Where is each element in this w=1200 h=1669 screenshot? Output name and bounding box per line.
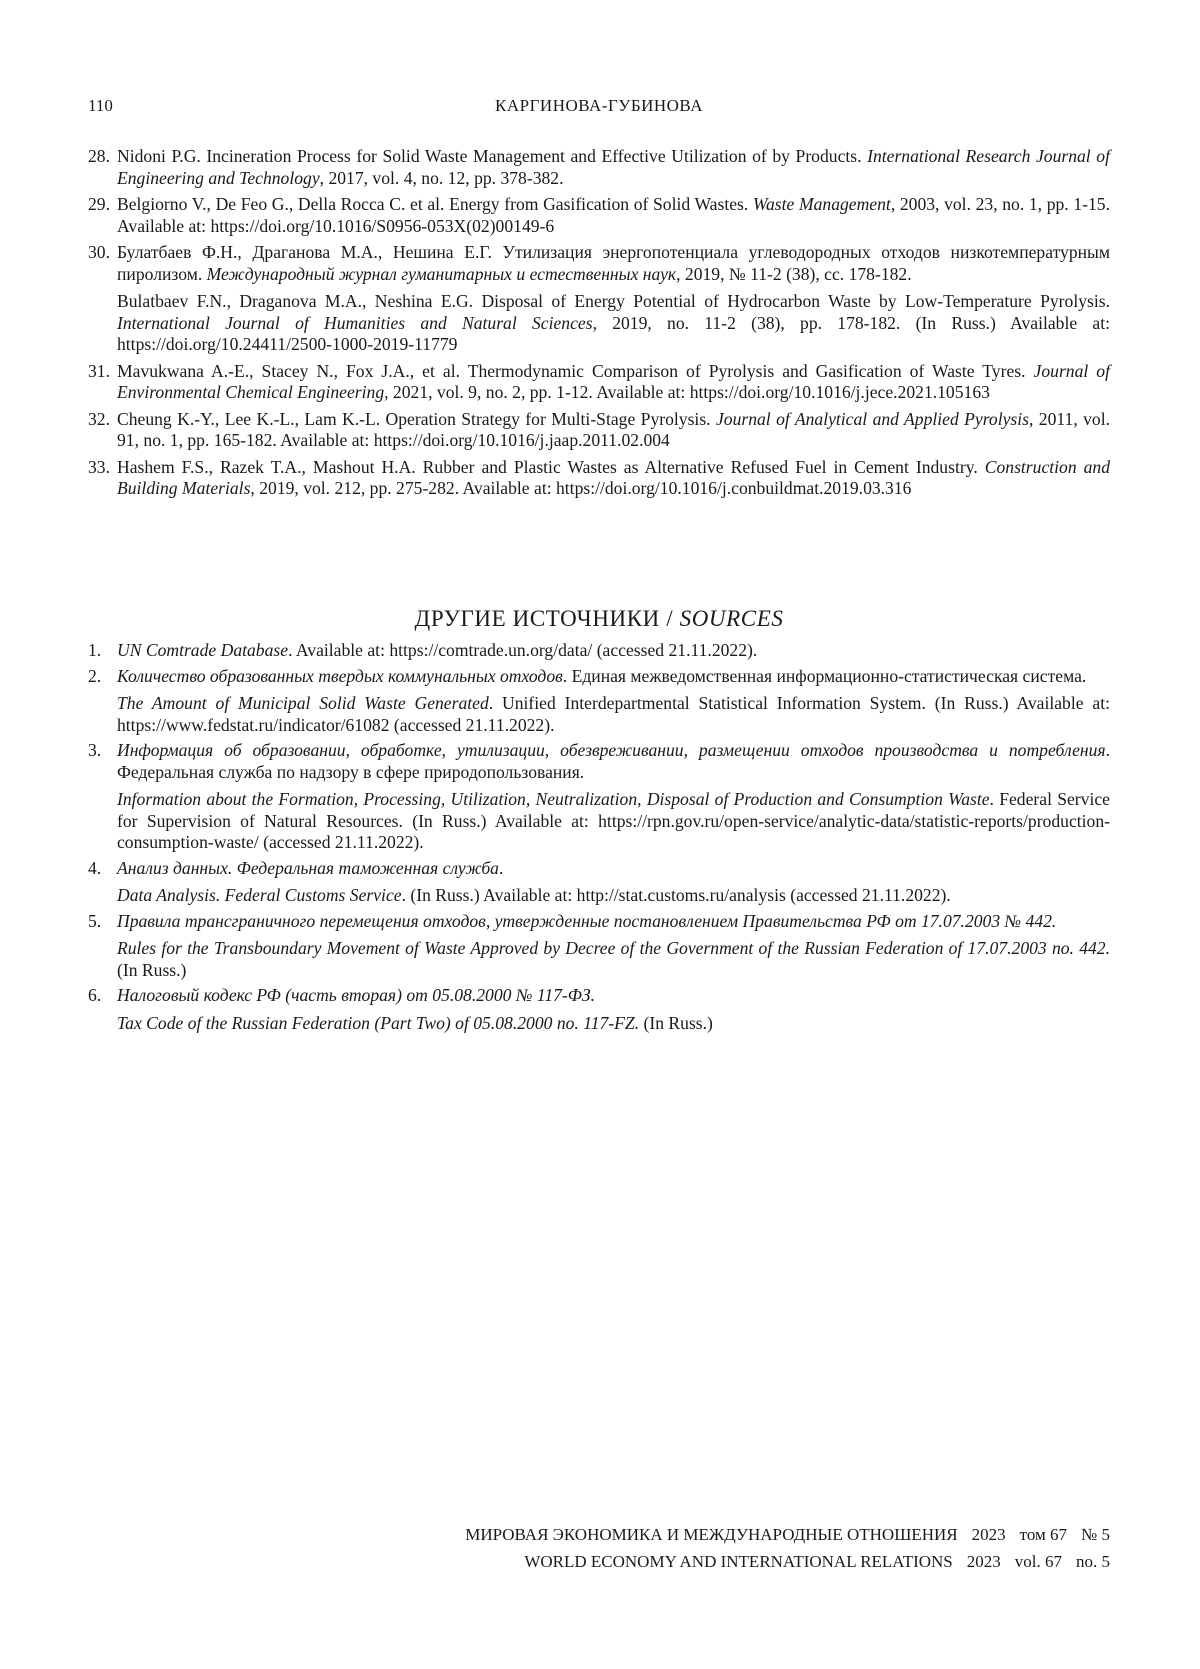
reference-item: [88, 194, 1110, 237]
source-item-text: (In Russ.): [117, 959, 187, 980]
source-item: [88, 666, 1110, 737]
reference-item-text: International Journal of Humanities and Natural Sciences: [117, 312, 593, 333]
source-item-text: Rules for the Transboundary Movement of Waste Approved by Decree of the Government of the Russian Federation of 17.07.2003 no. 442.: [117, 938, 1110, 958]
source-item: [88, 640, 1110, 662]
footer-en-no: no. 5: [1076, 1552, 1110, 1571]
reference-item-text: , 2019, vol. 212, pp. 275-282. Available at: https://doi.org/10.1016/j.conbuildmat.2019.03.316: [250, 478, 912, 498]
reference-item: [88, 361, 1110, 404]
reference-item-text: Международный журнал гуманитарных и естественных наук: [206, 263, 677, 284]
footer-ru-vol: том 67: [1019, 1525, 1068, 1544]
reference-item-number: 28.: [88, 146, 110, 166]
footer-ru-year: 2023: [971, 1525, 1006, 1544]
reference-item-number: 33.: [88, 456, 110, 477]
source-item-number: 6.: [88, 985, 102, 1005]
reference-list: [88, 146, 1110, 505]
source-item-number: 4.: [88, 857, 102, 878]
source-item-text: . Единая межведомственная информационно-статистическая система.: [562, 665, 1087, 686]
source-item-body: [117, 640, 757, 660]
reference-item-text: Cheung K.-Y., Lee K.-L., Lam K.-L. Operation Strategy for Multi-Stage Pyrolysis.: [117, 408, 716, 429]
source-item-body: [117, 666, 1086, 686]
source-item-text: The Amount of Municipal Solid Waste Generated: [117, 693, 489, 713]
source-item-text: . (In Russ.) Available at: http://stat.customs.ru/analysis (accessed 21.11.2022).: [401, 885, 951, 905]
reference-item-body: [117, 194, 1110, 236]
source-item-number: 3.: [88, 740, 102, 760]
source-item-translation: [117, 789, 1110, 854]
source-item: [88, 911, 1110, 982]
source-item-text: Data Analysis. Federal Customs Service: [117, 885, 402, 905]
source-item-text: Information about the Formation, Processing, Utilization, Neutralization, Disposal of Production and Consumption Waste: [117, 789, 990, 809]
footer-ru-no: № 5: [1081, 1525, 1110, 1544]
reference-item-body: [117, 242, 1110, 284]
sources-title-ru: ДРУГИЕ ИСТОЧНИКИ /: [414, 606, 680, 631]
source-item-translation: [117, 885, 1110, 907]
source-item-text: . Unified Interdepartmental Statistical Information System. (In Russ.) Available at: https://www.fedstat.ru/indicator/61082 (accessed 21.11.2022).: [117, 693, 1110, 735]
source-item-text: . Federal Service for Supervision of Natural Resources. (In Russ.) Available at: https://rpn.gov.ru/open-service/analytic-data/statistic-reports/production-consumption-waste/ (accessed 21.11.2022).: [117, 789, 1110, 852]
reference-item: [88, 409, 1110, 452]
reference-item-body: [117, 361, 1110, 403]
reference-item-text: , 2003, vol. 23, no. 1, pp. 1-15. Available at: https://doi.org/10.1016/S0956-053X(02)00149-6: [117, 194, 1110, 236]
footer-journal-en: [210, 1552, 1110, 1572]
reference-item-number: 31.: [88, 360, 110, 381]
reference-item: [88, 146, 1110, 189]
reference-item-text: Mavukwana A.-E., Stacey N., Fox J.A., et al. Thermodynamic Comparison of Pyrolysis and Gasification of Waste Tyres.: [117, 360, 1034, 381]
page-header: [88, 96, 1110, 120]
reference-item-text: Construction and Building Materials: [117, 456, 1110, 498]
reference-item-text: Belgiorno V., De Feo G., Della Rocca C. et al. Energy from Gasification of Solid Wastes.: [117, 194, 753, 214]
reference-item-number: 30.: [88, 242, 110, 262]
source-item-body: [117, 740, 1110, 782]
reference-item-text: Bulatbaev F.N., Draganova M.A., Neshina E.G. Disposal of Energy Potential of Hydrocarbon Waste by Low-Temperature Pyrolysis.: [117, 291, 1110, 311]
reference-item-text: Waste Management: [752, 194, 891, 214]
reference-item-text: Nidoni P.G. Incineration Process for Solid Waste Management and Effective Utilization of by Products.: [117, 146, 868, 166]
sources-title-en: SOURCES: [679, 606, 784, 631]
footer-en-journal: WORLD ECONOMY AND INTERNATIONAL RELATIONS: [524, 1552, 953, 1571]
reference-item-text: International Research Journal of Engineering and Technology: [117, 146, 1110, 188]
source-item-text: Информация об образовании, обработке, утилизации, обезвреживании, размещении отходов производства и потребления: [117, 740, 1106, 760]
reference-item-translation: [117, 291, 1110, 356]
source-item-text: Tax Code of the Russian Federation (Part Two) of 05.08.2000 no. 117-FZ.: [117, 1012, 640, 1033]
source-item-body: [117, 985, 595, 1005]
reference-item: [88, 457, 1110, 500]
reference-item-number: 32.: [88, 408, 110, 429]
source-item-text: Налоговый кодекс РФ (часть вторая) от 05.08.2000 № 117-ФЗ.: [117, 985, 596, 1005]
footer-ru-journal: МИРОВАЯ ЭКОНОМИКА И МЕЖДУНАРОДНЫЕ ОТНОШЕНИЯ: [465, 1525, 958, 1544]
sources-list: [88, 640, 1110, 1038]
reference-item-number: 29.: [88, 194, 110, 214]
reference-item-text: , 2017, vol. 4, no. 12, pp. 378-382.: [319, 167, 564, 188]
source-item-body: [117, 858, 503, 878]
reference-item: [88, 242, 1110, 356]
reference-item-body: [117, 457, 1110, 499]
reference-item-body: [117, 146, 1110, 188]
source-item-translation: [117, 1013, 1110, 1035]
source-item-text: UN Comtrade Database: [117, 640, 289, 660]
reference-item-text: , 2011, vol. 91, no. 1, pp. 165-182. Available at: https://doi.org/10.1016/j.jaap.2011.02.004: [117, 408, 1110, 450]
source-item-text: .: [498, 857, 504, 878]
reference-item-text: Hashem F.S., Razek T.A., Mashout H.A. Rubber and Plastic Wastes as Alternative Refused Fuel in Cement Industry.: [117, 456, 985, 477]
source-item-text: . Available at: https://comtrade.un.org/data/ (accessed 21.11.2022).: [288, 640, 758, 660]
reference-item-body: [117, 409, 1110, 451]
source-item-translation: [117, 938, 1110, 981]
reference-item-text: , 2019, № 11-2 (38), сс. 178-182.: [676, 263, 912, 284]
reference-item-text: , 2021, vol. 9, no. 2, pp. 1-12. Available at: https://doi.org/10.1016/j.jece.2021.105163: [384, 382, 990, 402]
source-item: [88, 858, 1110, 907]
source-item-text: Количество образованных твердых коммунальных отходов: [117, 665, 563, 686]
page-number: 110: [88, 96, 113, 115]
reference-item-text: Journal of Analytical and Applied Pyrolysis: [715, 408, 1029, 429]
source-item: [88, 740, 1110, 854]
reference-item-text: Булатбаев Ф.Н., Драганова М.А., Нешина Е.Г. Утилизация энергопотенциала углеводородных отходов низкотемпературным пиролизом.: [117, 242, 1110, 284]
footer-en-vol: vol. 67: [1014, 1552, 1062, 1571]
source-item-text: Анализ данных. Федеральная таможенная служба: [117, 857, 499, 878]
source-item-translation: [117, 693, 1110, 736]
source-item-text: Правила трансграничного перемещения отходов, утвержденные постановлением Правительства РФ от 17.07.2003 № 442.: [117, 910, 1057, 931]
running-head: КАРГИНОВА-ГУБИНОВА: [495, 96, 703, 115]
sources-section-title: [88, 606, 1110, 632]
source-item-text: (In Russ.): [639, 1012, 713, 1033]
source-item: [88, 985, 1110, 1034]
reference-item-text: , 2019, no. 11-2 (38), pp. 178-182. (In Russ.) Available at: https://doi.org/10.24411/2500-1000-2019-11779: [117, 312, 1111, 354]
footer-journal-ru: [210, 1525, 1110, 1545]
source-item-body: [117, 911, 1056, 931]
footer-en-year: 2023: [966, 1552, 1001, 1571]
source-item-number: 1.: [88, 640, 102, 660]
reference-item-text: Journal of Environmental Chemical Engineering: [117, 360, 1110, 402]
source-item-number: 5.: [88, 910, 102, 931]
source-item-number: 2.: [88, 665, 102, 686]
source-item-text: . Федеральная служба по надзору в сфере природопользования.: [117, 740, 1110, 782]
